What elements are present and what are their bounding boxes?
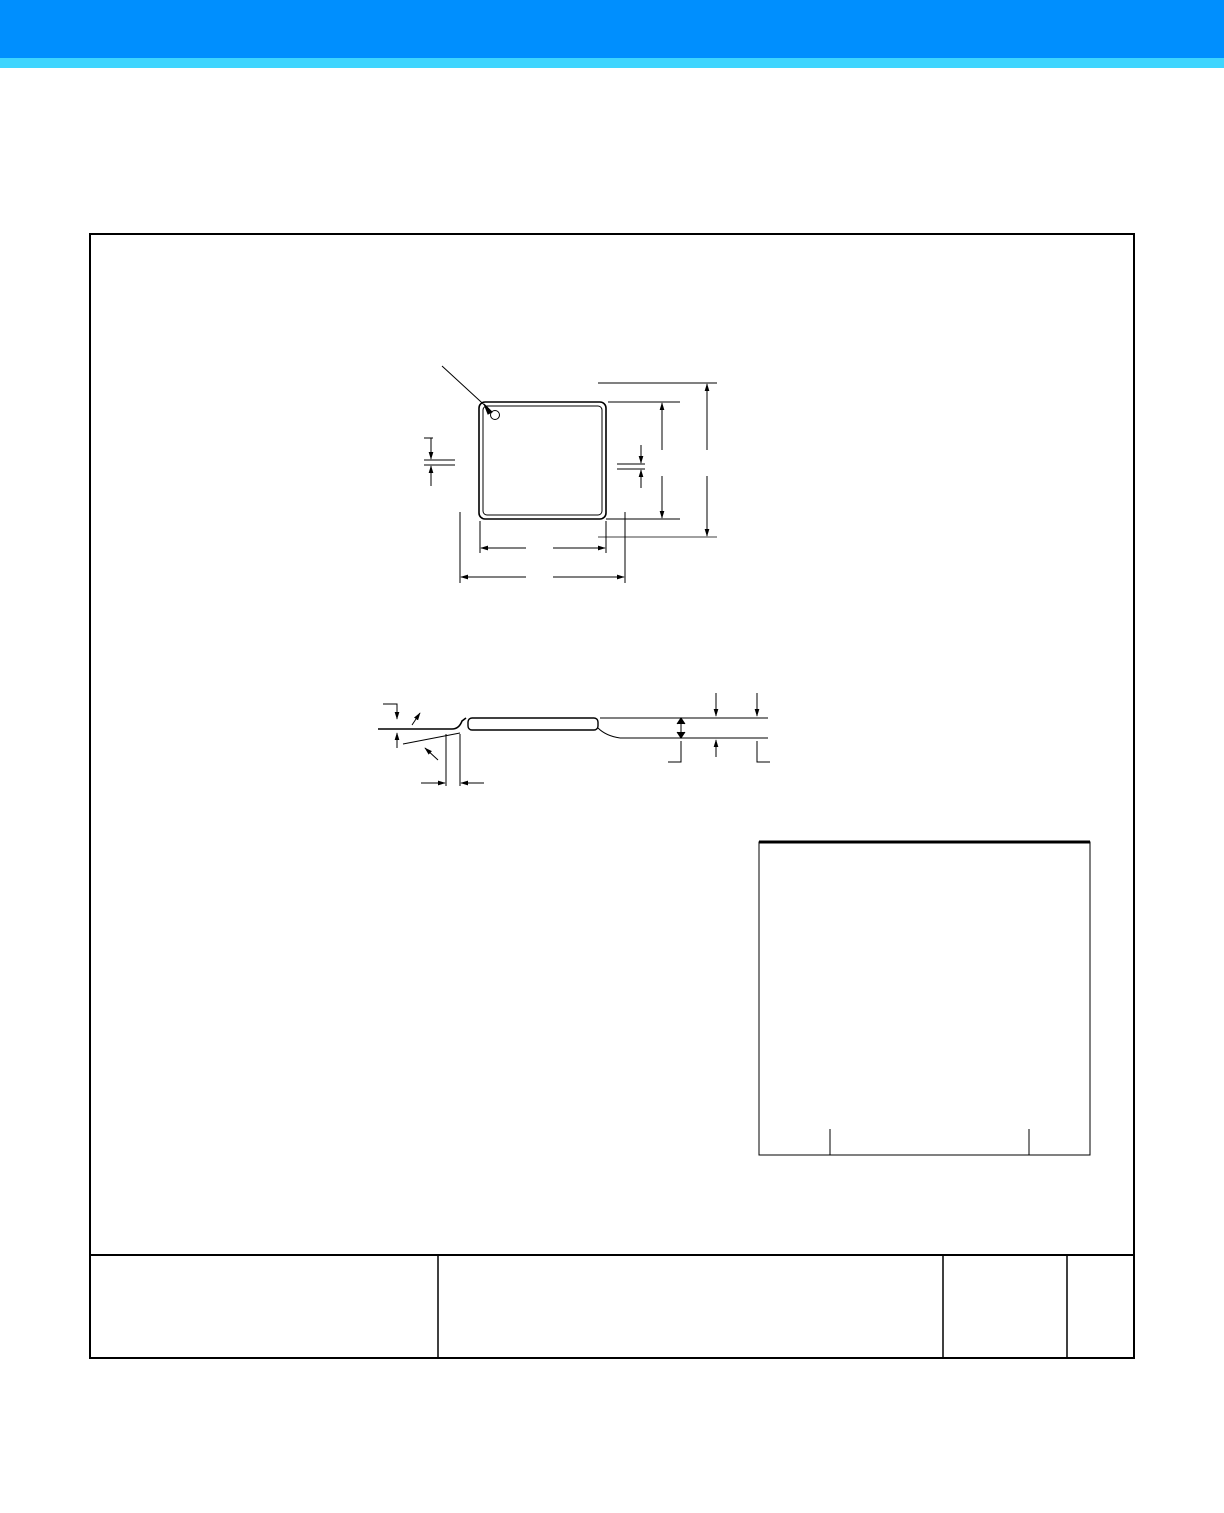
package-body	[479, 402, 606, 519]
package-body-inner	[483, 406, 602, 515]
dim-L1-leader	[425, 748, 438, 760]
left-gullwing	[378, 718, 466, 729]
side-body	[468, 718, 598, 730]
dim-A2-arrow-top	[677, 718, 685, 724]
dim-gauge-leader	[403, 733, 460, 744]
dim-A2-arrow-bottom	[677, 732, 685, 738]
side-view	[378, 693, 770, 786]
title-block	[89, 1255, 1135, 1359]
top-view	[424, 366, 717, 583]
dim-A1-leader	[757, 741, 770, 762]
right-gullwing	[598, 728, 620, 738]
dim-A2-leader	[668, 741, 681, 762]
dim-c-top	[383, 704, 397, 719]
dim-theta-arrow	[412, 713, 420, 725]
dimension-table	[759, 842, 1090, 1155]
title-block-logo	[92, 1289, 93, 1322]
table-border	[759, 842, 1090, 1155]
